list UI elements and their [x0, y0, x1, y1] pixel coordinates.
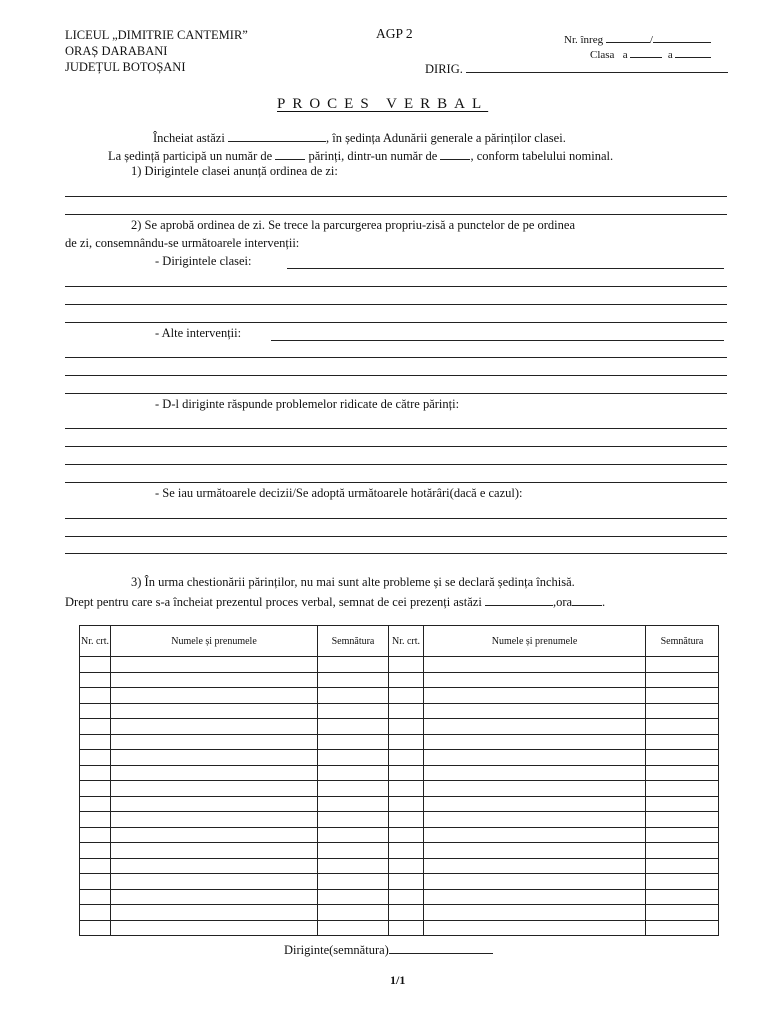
table-cell[interactable]	[111, 843, 318, 859]
table-cell[interactable]	[424, 796, 646, 812]
writing-line[interactable]	[65, 393, 727, 394]
table-cell[interactable]	[80, 874, 111, 890]
table-cell[interactable]	[646, 827, 719, 843]
table-cell[interactable]	[318, 905, 389, 921]
signature-field[interactable]	[389, 941, 493, 954]
dirig-field[interactable]	[466, 60, 728, 73]
table-row	[80, 905, 719, 921]
table-cell[interactable]	[318, 812, 389, 828]
school-name: LICEUL „DIMITRIE CANTEMIR”	[65, 28, 248, 42]
table-header-row	[80, 626, 719, 657]
table-cell[interactable]	[389, 765, 424, 781]
meeting-date-field[interactable]	[228, 129, 326, 142]
table-cell[interactable]	[111, 874, 318, 890]
table-row	[80, 858, 719, 874]
table-cell[interactable]	[80, 703, 111, 719]
table-cell[interactable]	[389, 688, 424, 704]
table-cell[interactable]	[111, 734, 318, 750]
table-cell[interactable]	[318, 827, 389, 843]
table-cell[interactable]	[424, 905, 646, 921]
registration-number-field[interactable]	[606, 30, 650, 43]
table-cell[interactable]	[424, 719, 646, 735]
writing-line[interactable]	[65, 304, 727, 305]
class-field-2[interactable]	[675, 45, 711, 58]
table-row	[80, 827, 719, 843]
agenda-line[interactable]	[65, 196, 727, 197]
table-cell[interactable]	[646, 703, 719, 719]
school-town: ORAȘ DARABANI	[65, 44, 168, 58]
table-cell[interactable]	[111, 858, 318, 874]
item-alte-label: - Alte intervenții:	[155, 326, 242, 340]
table-cell[interactable]	[389, 657, 424, 673]
table-cell[interactable]	[646, 812, 719, 828]
writing-line[interactable]	[65, 464, 727, 465]
table-cell[interactable]	[424, 734, 646, 750]
closing-hour-field[interactable]	[572, 593, 602, 606]
item-raspunde-label: - D-l diriginte răspunde problemelor ridicate de către părinți:	[155, 397, 460, 411]
table-cell[interactable]	[389, 905, 424, 921]
table-cell[interactable]	[389, 781, 424, 797]
table-cell[interactable]	[318, 750, 389, 766]
table-cell[interactable]	[318, 657, 389, 673]
dirig-line	[425, 60, 728, 77]
table-cell[interactable]	[111, 719, 318, 735]
table-row	[80, 734, 719, 750]
table-cell[interactable]	[318, 920, 389, 936]
table-cell[interactable]	[646, 905, 719, 921]
table-cell[interactable]	[318, 688, 389, 704]
table-cell[interactable]	[646, 734, 719, 750]
table-cell[interactable]	[318, 858, 389, 874]
participants-count-field[interactable]	[275, 147, 305, 160]
table-cell[interactable]	[80, 750, 111, 766]
table-cell[interactable]	[111, 688, 318, 704]
class-field-1[interactable]	[630, 45, 662, 58]
table-cell[interactable]	[424, 781, 646, 797]
writing-line[interactable]	[65, 286, 727, 287]
table-cell[interactable]	[389, 734, 424, 750]
table-cell[interactable]	[80, 719, 111, 735]
table-cell[interactable]	[424, 874, 646, 890]
table-cell[interactable]	[80, 920, 111, 936]
table-cell[interactable]	[389, 874, 424, 890]
table-cell[interactable]	[80, 765, 111, 781]
table-cell[interactable]	[389, 827, 424, 843]
writing-line[interactable]	[65, 357, 727, 358]
table-cell[interactable]	[646, 920, 719, 936]
table-cell[interactable]	[424, 703, 646, 719]
table-cell[interactable]	[424, 858, 646, 874]
table-row	[80, 781, 719, 797]
table-cell[interactable]	[646, 889, 719, 905]
table-cell[interactable]	[389, 796, 424, 812]
table-cell[interactable]	[424, 688, 646, 704]
table-cell[interactable]	[318, 781, 389, 797]
table-cell[interactable]	[389, 920, 424, 936]
page-number: 1/1	[390, 973, 406, 987]
writing-line[interactable]	[65, 536, 727, 537]
table-cell[interactable]	[80, 672, 111, 688]
item-alte-field[interactable]	[271, 340, 724, 341]
table-cell[interactable]	[111, 657, 318, 673]
table-cell[interactable]	[646, 688, 719, 704]
col-sign-header: Semnătura	[646, 626, 719, 657]
attendance-table	[79, 625, 719, 936]
writing-line[interactable]	[65, 428, 727, 429]
table-cell[interactable]	[111, 750, 318, 766]
table-cell[interactable]	[389, 672, 424, 688]
table-cell[interactable]	[424, 657, 646, 673]
table-cell[interactable]	[111, 905, 318, 921]
table-cell[interactable]	[318, 719, 389, 735]
class-label: Clasa	[590, 49, 615, 61]
table-row	[80, 657, 719, 673]
total-parents-field[interactable]	[440, 147, 470, 160]
class-a-1: a	[622, 49, 628, 61]
closing-date-field[interactable]	[485, 593, 553, 606]
table-cell[interactable]	[318, 889, 389, 905]
item-decizii-label: - Se iau următoarele decizii/Se adoptă următoarele hotărâri(dacă e cazul):	[155, 486, 523, 500]
table-cell[interactable]	[646, 719, 719, 735]
registration-separator: /	[649, 34, 653, 46]
table-cell[interactable]	[389, 889, 424, 905]
table-cell[interactable]	[646, 672, 719, 688]
table-row	[80, 920, 719, 936]
col-nr-header: Nr. crt.	[389, 626, 424, 657]
closing-text: Drept pentru care s-a încheiat prezentul proces verbal, semnat de cei prezenți astăzi	[65, 595, 482, 609]
col-name-header: Numele și prenumele	[111, 626, 318, 657]
table-cell[interactable]	[424, 812, 646, 828]
table-cell[interactable]	[111, 812, 318, 828]
table-cell[interactable]	[389, 703, 424, 719]
point-3-closing	[65, 593, 605, 610]
table-cell[interactable]	[80, 843, 111, 859]
table-cell[interactable]	[646, 858, 719, 874]
table-cell[interactable]	[389, 843, 424, 859]
table-cell[interactable]	[111, 920, 318, 936]
table-cell[interactable]	[389, 750, 424, 766]
table-cell[interactable]	[646, 657, 719, 673]
registration-label: Nr. înreg	[564, 34, 604, 46]
table-cell[interactable]	[424, 843, 646, 859]
intro-line-2	[108, 147, 613, 164]
table-row	[80, 765, 719, 781]
table-cell[interactable]	[80, 858, 111, 874]
table-cell[interactable]	[424, 672, 646, 688]
table-cell[interactable]	[646, 843, 719, 859]
page-title: PROCES VERBAL	[277, 96, 489, 112]
table-cell[interactable]	[80, 688, 111, 704]
table-cell[interactable]	[646, 781, 719, 797]
class-line	[590, 45, 711, 61]
table-cell[interactable]	[318, 672, 389, 688]
writing-line[interactable]	[65, 446, 727, 447]
intro-total-label: părinți, dintr-un număr de	[308, 149, 438, 163]
registration-number	[564, 30, 711, 46]
table-cell[interactable]	[646, 765, 719, 781]
table-cell[interactable]	[424, 765, 646, 781]
writing-line[interactable]	[65, 553, 727, 554]
point-2: 2) Se aprobă ordinea de zi. Se trece la parcurgerea propriu-zisă a punctelor de pe ordinea	[131, 218, 576, 232]
table-cell[interactable]	[80, 657, 111, 673]
table-cell[interactable]	[111, 827, 318, 843]
table-row	[80, 672, 719, 688]
intro-participants-label: La ședință participă un număr de	[108, 149, 273, 163]
table-cell[interactable]	[424, 750, 646, 766]
table-cell[interactable]	[111, 672, 318, 688]
table-cell[interactable]	[318, 796, 389, 812]
point-3: 3) În urma chestionării părinților, nu mai sunt alte probleme și se declară ședința închisă.	[131, 575, 575, 589]
col-name-header: Numele și prenumele	[424, 626, 646, 657]
dirig-label: DIRIG.	[425, 62, 463, 76]
table-cell[interactable]	[318, 843, 389, 859]
table-row	[80, 843, 719, 859]
closing-period: .	[602, 595, 606, 609]
intro-line-1-rest: , în ședința Adunării generale a părinților clasei.	[325, 131, 566, 145]
form-code: AGP 2	[376, 26, 413, 41]
table-row	[80, 703, 719, 719]
intro-date-label: Încheiat astăzi	[153, 131, 225, 145]
intro-line-1	[153, 129, 566, 146]
table-cell[interactable]	[318, 765, 389, 781]
signature-label: Diriginte(semnătura)	[284, 943, 389, 957]
table-cell[interactable]	[389, 719, 424, 735]
writing-line[interactable]	[65, 518, 727, 519]
table-row	[80, 750, 719, 766]
table-cell[interactable]	[111, 703, 318, 719]
agenda-line[interactable]	[65, 214, 727, 215]
col-sign-header: Semnătura	[318, 626, 389, 657]
writing-line[interactable]	[65, 322, 727, 323]
table-cell[interactable]	[111, 796, 318, 812]
table-cell[interactable]	[424, 920, 646, 936]
table-cell[interactable]	[80, 905, 111, 921]
point-2-cont: de zi, consemnându-se următoarele intervenții:	[65, 236, 300, 250]
table-cell[interactable]	[318, 734, 389, 750]
table-cell[interactable]	[424, 889, 646, 905]
intro-line-2-rest: , conform tabelului nominal.	[470, 149, 614, 163]
table-row	[80, 719, 719, 735]
point-1: 1) Dirigintele clasei anunță ordinea de zi:	[131, 164, 338, 178]
table-row	[80, 688, 719, 704]
col-nr-header: Nr. crt.	[80, 626, 111, 657]
table-row	[80, 796, 719, 812]
closing-hour-label: ,ora	[552, 595, 573, 609]
table-cell[interactable]	[80, 781, 111, 797]
table-cell[interactable]	[111, 889, 318, 905]
table-cell[interactable]	[111, 781, 318, 797]
table-cell[interactable]	[318, 703, 389, 719]
table-cell[interactable]	[111, 765, 318, 781]
table-cell[interactable]	[646, 750, 719, 766]
registration-year-field[interactable]	[653, 30, 711, 43]
school-county: JUDEȚUL BOTOȘANI	[65, 60, 186, 74]
table-cell[interactable]	[389, 858, 424, 874]
item-dirigintele-label: - Dirigintele clasei:	[155, 254, 252, 268]
table-cell[interactable]	[80, 889, 111, 905]
signature-line	[284, 941, 493, 958]
item-dirigintele-field[interactable]	[287, 268, 724, 269]
table-cell[interactable]	[424, 827, 646, 843]
table-cell[interactable]	[80, 812, 111, 828]
writing-line[interactable]	[65, 375, 727, 376]
table-cell[interactable]	[646, 874, 719, 890]
table-cell[interactable]	[389, 812, 424, 828]
table-cell[interactable]	[646, 796, 719, 812]
table-cell[interactable]	[80, 734, 111, 750]
table-row	[80, 874, 719, 890]
table-cell[interactable]	[318, 874, 389, 890]
table-row	[80, 812, 719, 828]
class-a-2: a	[667, 49, 673, 61]
table-row	[80, 889, 719, 905]
table-cell[interactable]	[80, 796, 111, 812]
writing-line[interactable]	[65, 482, 727, 483]
table-cell[interactable]	[80, 827, 111, 843]
